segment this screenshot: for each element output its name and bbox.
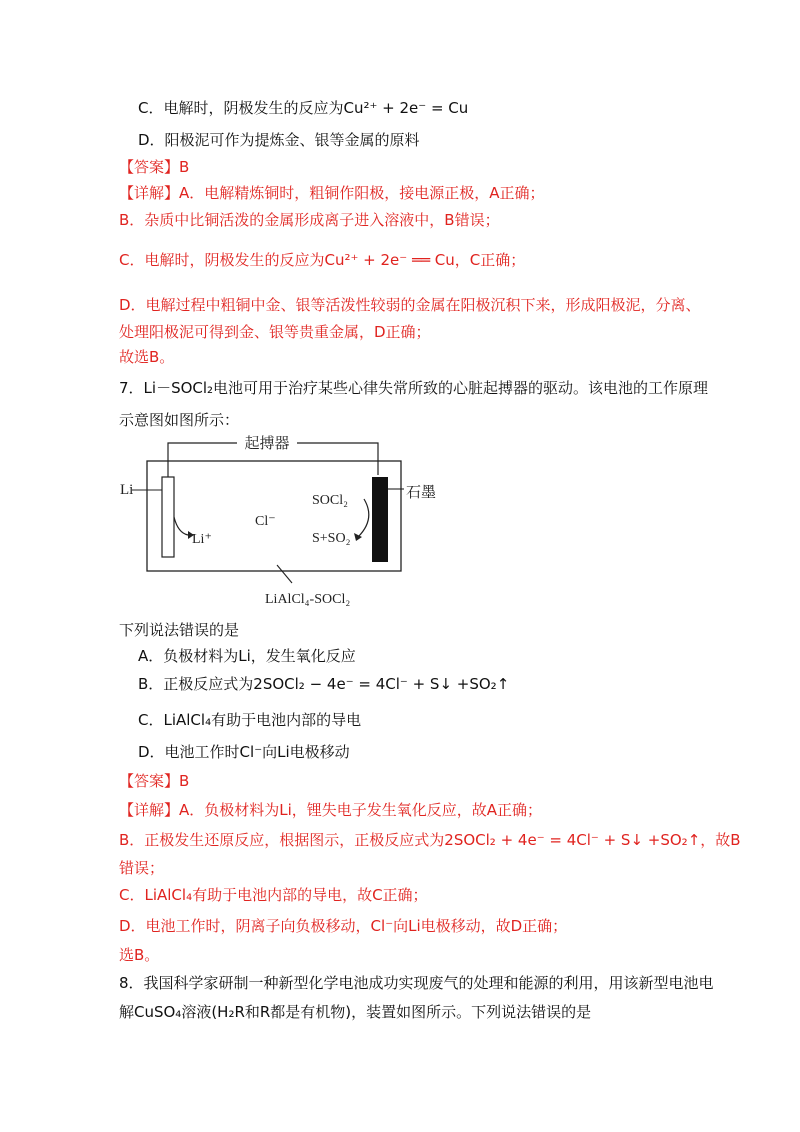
q7-explain-b-cont: 错误； <box>119 859 165 877</box>
q6-answer: 【答案】B <box>119 158 190 176</box>
q7-conclusion: 选B。 <box>119 946 160 964</box>
q7-explain-c: C．LiAlCl₄有助于电池内部的导电，故C正确； <box>119 886 428 904</box>
electrolyte-label: LiAlCl₄-SOCl₂ <box>265 592 351 607</box>
q7-explain-b: B．正极发生还原反应，根据图示，正极反应式为2SOCl₂ + 4e⁻ = 4Cl⁻ + S↓ +SO₂↑，故B <box>119 831 741 849</box>
li-ion-label: Li⁺ <box>192 532 212 547</box>
reduction-arrow <box>358 499 369 537</box>
q7-option-b: B．正极反应式为2SOCl₂ − 4e⁻ = 4Cl⁻ + S↓ +SO₂↑ <box>138 675 510 693</box>
q7-stem-line2: 示意图如图所示： <box>119 411 240 429</box>
q6-conclusion: 故选B。 <box>119 348 175 366</box>
cl-ion-label: Cl⁻ <box>255 514 276 529</box>
product-label: S+SO₂ <box>312 531 351 546</box>
pacemaker-label: 起搏器 <box>244 436 290 452</box>
q6-explain-a: 【详解】A．电解精炼铜时，粗铜作阳极，接电源正极，A正确； <box>119 184 545 202</box>
li-label: Li <box>120 482 134 498</box>
graphite-electrode <box>372 477 388 562</box>
q7-question: 下列说法错误的是 <box>119 621 240 639</box>
q6-explain-b: B．杂质中比铜活泼的金属形成离子进入溶液中，B错误； <box>119 211 500 229</box>
q7-option-d: D．电池工作时Cl⁻向Li电极移动 <box>138 743 350 761</box>
q6-explain-c: C．电解时，阴极发生的反应为Cu²⁺ + 2e⁻ ══ Cu，C正确； <box>119 251 526 269</box>
q7-option-c: C．LiAlCl₄有助于电池内部的导电 <box>138 711 362 729</box>
q7-explain-d: D．电池工作时，阴离子向负极移动，Cl⁻向Li电极移动，故D正确； <box>119 917 568 935</box>
q8-stem-line1: 8．我国科学家研制一种新型化学电池成功实现废气的处理和能源的利用，用该新型电池电 <box>119 974 714 992</box>
q7-answer: 【答案】B <box>119 772 190 790</box>
q6-explain-d-cont: 处理阳极泥可得到金、银等贵重金属，D正确； <box>119 323 431 341</box>
li-to-ion-arrow <box>174 517 188 535</box>
q7-explain-a: 【详解】A．负极材料为Li，锂失电子发生氧化反应，故A正确； <box>119 801 543 819</box>
q6-explain-d: D．电解过程中粗铜中金、银等活泼性较弱的金属在阳极沉积下来，形成阳极泥，分离、 <box>119 296 701 314</box>
q6-option-c: C．电解时，阴极发生的反应为Cu²⁺ + 2e⁻ = Cu <box>138 99 469 117</box>
q7-stem-line1: 7．Li－SOCl₂电池可用于治疗某些心律失常所致的心脏起搏器的驱动。该电池的工作原理 <box>119 379 709 397</box>
q6-option-d: D．阳极泥可作为提炼金、银等金属的原料 <box>138 131 420 149</box>
graphite-label: 石墨 <box>406 485 437 501</box>
socl2-label: SOCl₂ <box>312 493 349 508</box>
q7-option-a: A．负极材料为Li，发生氧化反应 <box>138 647 356 665</box>
q8-stem-line2: 解CuSO₄溶液(H₂R和R都是有机物)，装置如图所示。下列说法错误的是 <box>119 1003 592 1021</box>
battery-diagram <box>112 425 472 615</box>
li-electrode <box>162 477 174 557</box>
